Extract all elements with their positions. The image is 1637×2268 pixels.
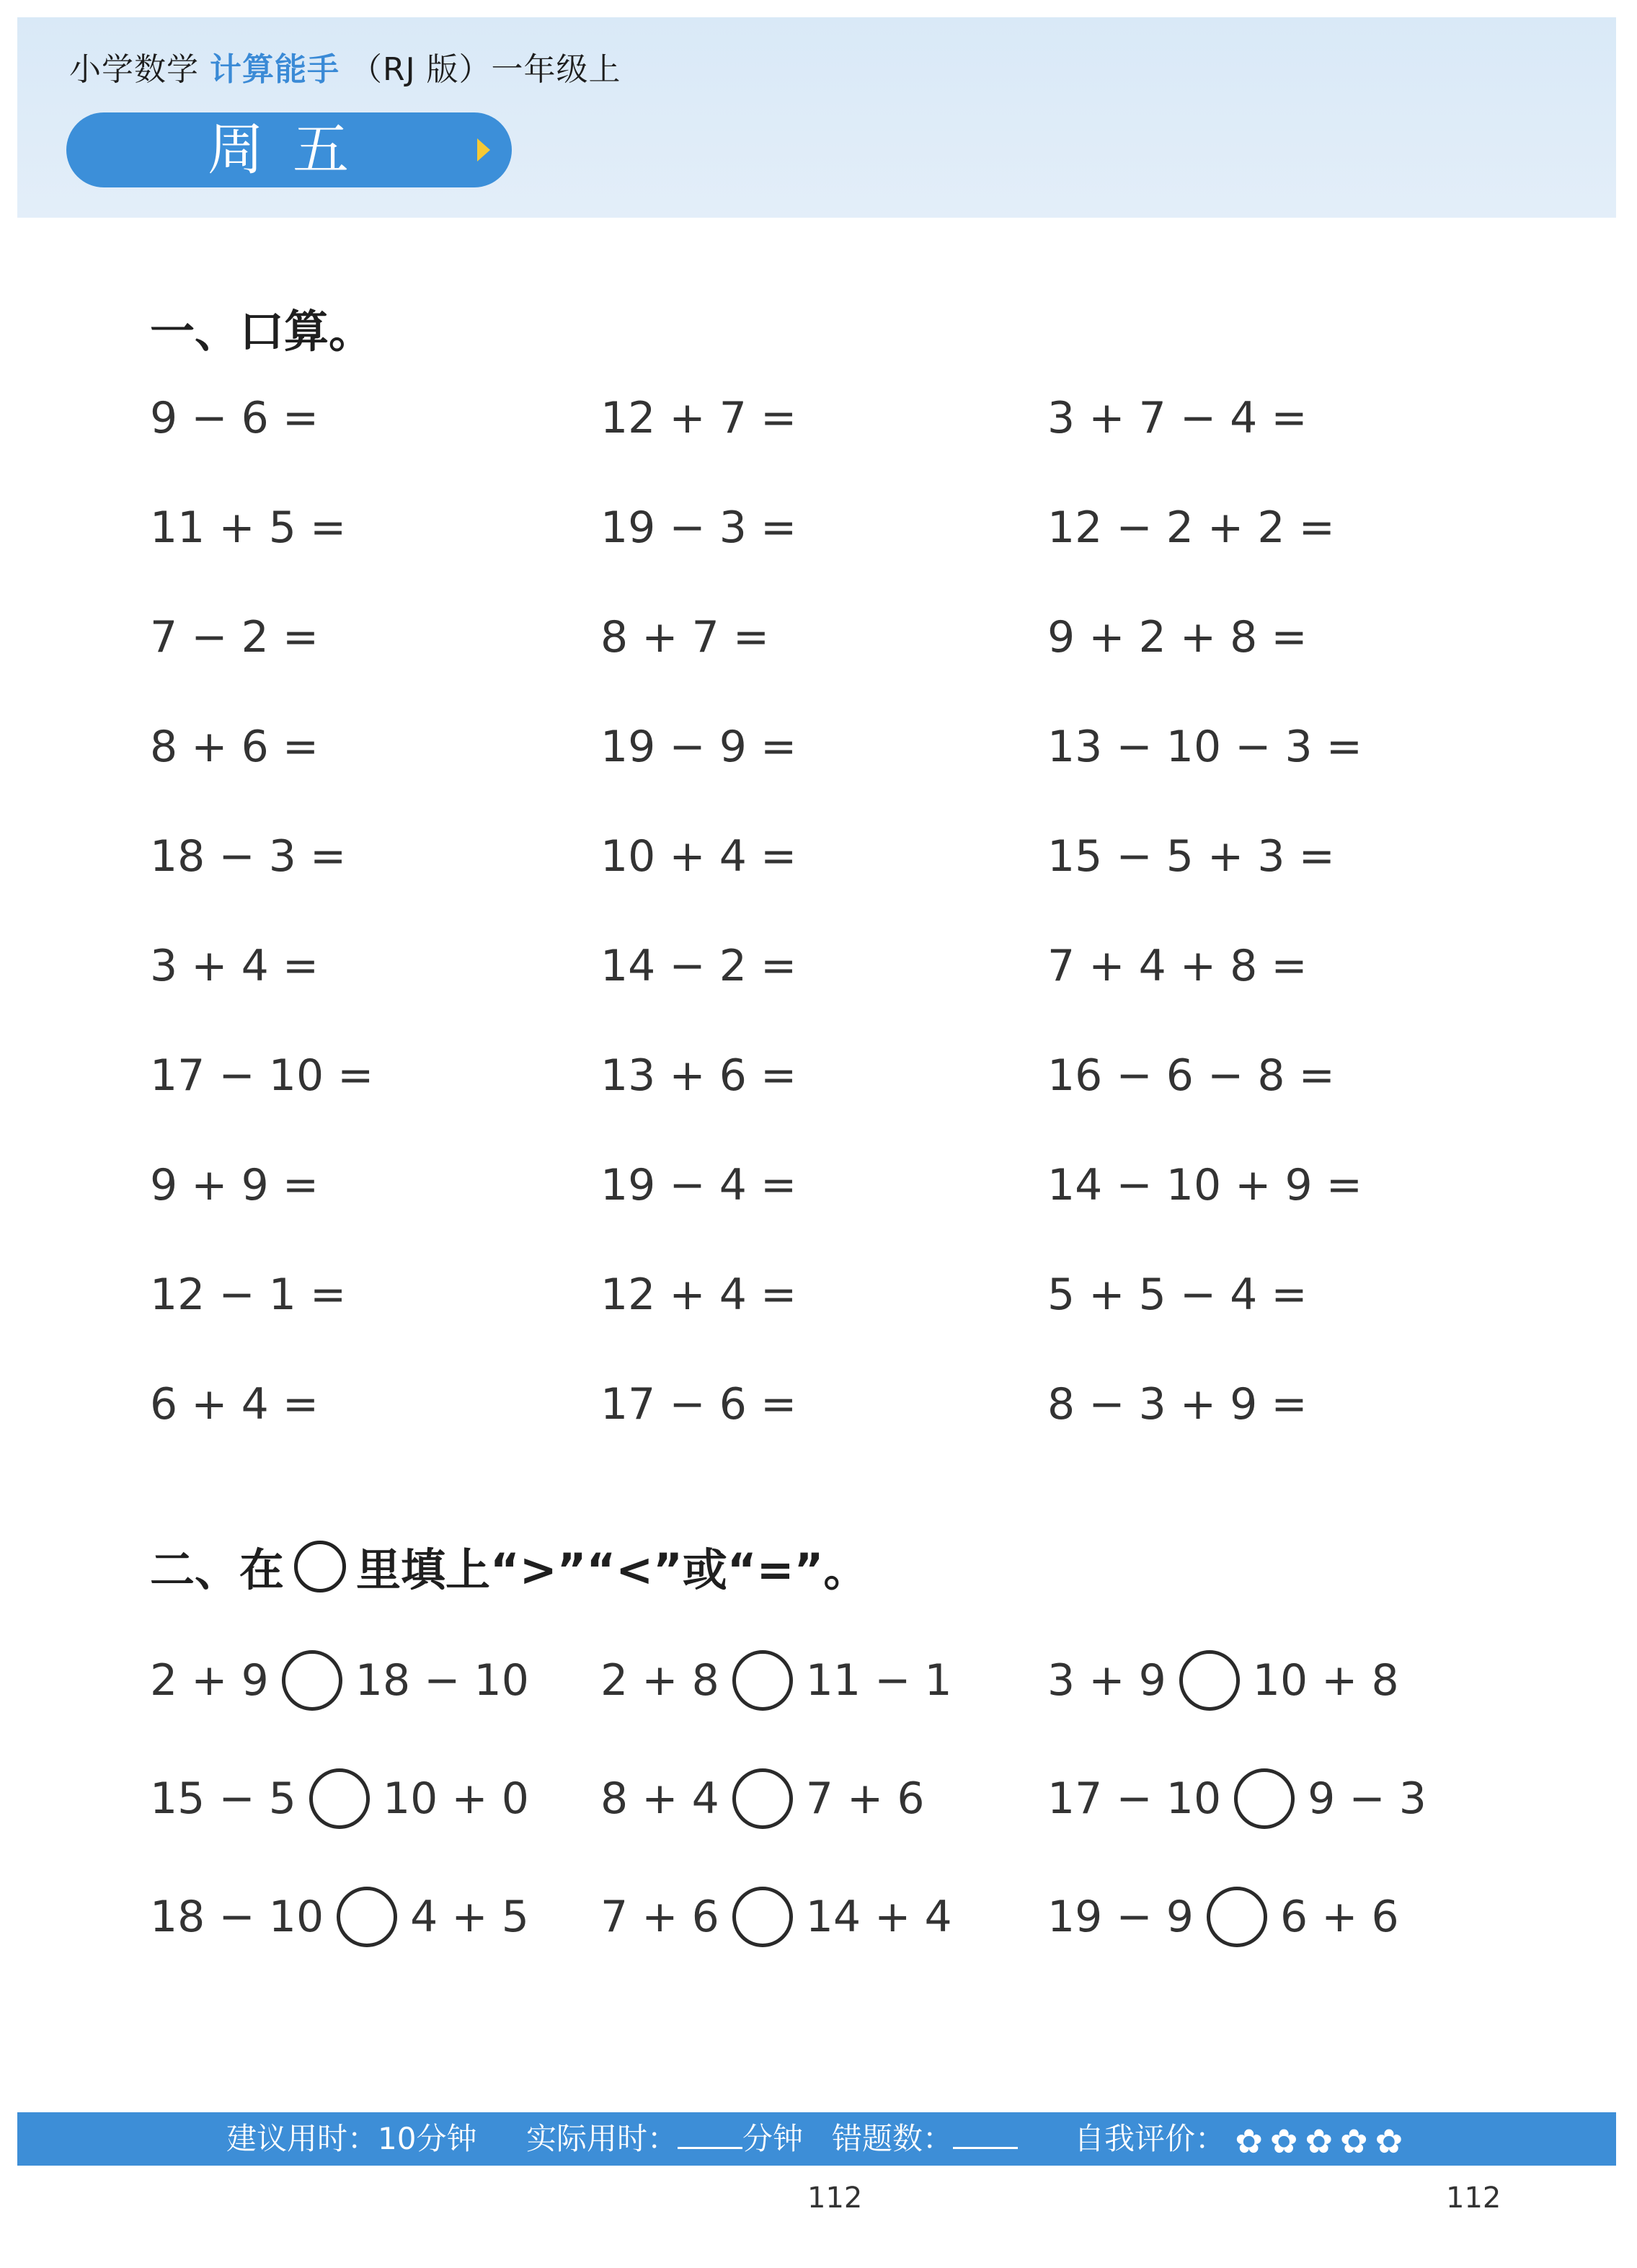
- table-row: [150, 718, 1520, 828]
- problem: 10 + 4 =: [600, 831, 797, 882]
- table-row: [150, 499, 1520, 608]
- right-expression: 10 + 8: [1252, 1655, 1399, 1706]
- series-title: [69, 43, 621, 89]
- problem: 12 + 4 =: [600, 1270, 797, 1320]
- problem: 12 + 7 =: [600, 393, 797, 443]
- right-expression: 9 − 3: [1308, 1773, 1427, 1824]
- answer-circle[interactable]: [337, 1887, 397, 1947]
- arrow-right-icon: [477, 138, 490, 161]
- table-row: [150, 828, 1520, 937]
- answer-circle[interactable]: [282, 1650, 342, 1711]
- table-row: [150, 389, 1520, 499]
- problem: 3 + 7 − 4 =: [1047, 393, 1308, 443]
- problem: 9 + 2 + 8 =: [1047, 612, 1308, 663]
- problem: 8 − 3 + 9 =: [1047, 1379, 1308, 1430]
- flower-icon[interactable]: ✿: [1375, 2121, 1403, 2161]
- problem: 8 + 6 =: [150, 722, 319, 772]
- comparison-grid: [150, 1648, 1520, 2003]
- series-brand: 计算能手: [210, 51, 340, 88]
- right-expression: 11 − 1: [805, 1655, 952, 1706]
- series-prefix: 小学数学: [69, 51, 199, 88]
- self-eval-label: 自我评价：: [1074, 2121, 1226, 2156]
- problem: 9 + 9 =: [150, 1160, 319, 1210]
- table-row: [150, 1047, 1520, 1156]
- day-label: 周五: [208, 118, 378, 182]
- problem: 19 − 4 =: [600, 1160, 797, 1210]
- problem: 3 + 4 =: [150, 941, 319, 991]
- comparison-item: [1047, 1648, 1498, 1713]
- problem: 18 − 3 =: [150, 831, 347, 882]
- problem: 12 − 1 =: [150, 1270, 347, 1320]
- comparison-item: [150, 1648, 600, 1713]
- problem: 13 + 6 =: [600, 1050, 797, 1101]
- table-row: [150, 1156, 1520, 1266]
- circle-icon: [294, 1541, 346, 1593]
- problem: 14 − 10 + 9 =: [1047, 1160, 1363, 1210]
- section-2-title-prefix: 二、在: [150, 1543, 285, 1596]
- problem: 6 + 4 =: [150, 1379, 319, 1430]
- rating-stars: [1235, 2123, 1403, 2159]
- problem: 12 − 2 + 2 =: [1047, 502, 1335, 553]
- flower-icon[interactable]: ✿: [1269, 2121, 1298, 2161]
- right-expression: 4 + 5: [410, 1892, 529, 1942]
- errors-label: 错题数：: [832, 2121, 954, 2156]
- self-evaluation: [1074, 2121, 1403, 2159]
- problem: 5 + 5 − 4 =: [1047, 1270, 1308, 1320]
- flower-icon[interactable]: ✿: [1340, 2121, 1368, 2161]
- answer-circle[interactable]: [1179, 1650, 1240, 1711]
- problem: 17 − 10 =: [150, 1050, 374, 1101]
- left-expression: 3 + 9: [1047, 1655, 1166, 1706]
- answer-circle[interactable]: [732, 1887, 793, 1947]
- series-suffix: （RJ 版）一年级上: [350, 51, 621, 88]
- actual-time-label: 实际用时：: [526, 2121, 678, 2156]
- left-expression: 17 − 10: [1047, 1773, 1222, 1824]
- answer-circle[interactable]: [309, 1768, 370, 1829]
- comparison-item: [1047, 1766, 1498, 1831]
- right-expression: 18 − 10: [355, 1655, 529, 1706]
- page-number-right: 112: [1446, 2181, 1501, 2215]
- table-row: [150, 1648, 1520, 1766]
- suggested-time: 建议用时：10分钟: [226, 2121, 477, 2156]
- problem: 16 − 6 − 8 =: [1047, 1050, 1335, 1101]
- left-expression: 2 + 8: [600, 1655, 719, 1706]
- right-expression: 7 + 6: [805, 1773, 925, 1824]
- comparison-item: [150, 1884, 600, 1949]
- comparison-item: [600, 1884, 1047, 1949]
- footer-bar: [17, 2112, 1616, 2166]
- actual-time: [526, 2121, 803, 2157]
- errors-blank[interactable]: [953, 2122, 1018, 2149]
- left-expression: 18 − 10: [150, 1892, 324, 1942]
- table-row: [150, 1884, 1520, 2003]
- left-expression: 2 + 9: [150, 1655, 269, 1706]
- table-row: [150, 608, 1520, 718]
- right-expression: 14 + 4: [805, 1892, 952, 1942]
- table-row: [150, 1766, 1520, 1884]
- comparison-item: [150, 1766, 600, 1831]
- flower-icon[interactable]: ✿: [1305, 2121, 1334, 2161]
- page-number-center: 112: [807, 2181, 863, 2215]
- problem: 15 − 5 + 3 =: [1047, 831, 1335, 882]
- left-expression: 8 + 4: [600, 1773, 719, 1824]
- left-expression: 7 + 6: [600, 1892, 719, 1942]
- section-1-title: 一、口算。: [150, 305, 374, 358]
- left-expression: 19 − 9: [1047, 1892, 1194, 1942]
- problem: 7 + 4 + 8 =: [1047, 941, 1308, 991]
- problem: 14 − 2 =: [600, 941, 797, 991]
- actual-time-blank[interactable]: [678, 2122, 742, 2149]
- problem: 13 − 10 − 3 =: [1047, 722, 1363, 772]
- comparison-item: [600, 1648, 1047, 1713]
- problem: 17 − 6 =: [600, 1379, 797, 1430]
- answer-circle[interactable]: [1234, 1768, 1295, 1829]
- table-row: [150, 1376, 1520, 1485]
- right-expression: 6 + 6: [1279, 1892, 1399, 1942]
- day-banner: [66, 112, 512, 187]
- left-expression: 15 − 5: [150, 1773, 296, 1824]
- table-row: [150, 1266, 1520, 1376]
- problem: 7 − 2 =: [150, 612, 319, 663]
- answer-circle[interactable]: [1207, 1887, 1267, 1947]
- error-count: [832, 2121, 1018, 2157]
- problem: 9 − 6 =: [150, 393, 319, 443]
- problem: 8 + 7 =: [600, 612, 770, 663]
- problem: 11 + 5 =: [150, 502, 347, 553]
- actual-time-unit: 分钟: [742, 2121, 804, 2156]
- table-row: [150, 937, 1520, 1047]
- flower-icon[interactable]: ✿: [1235, 2121, 1263, 2161]
- right-expression: 10 + 0: [382, 1773, 529, 1824]
- problem: 19 − 9 =: [600, 722, 797, 772]
- comparison-item: [1047, 1884, 1498, 1949]
- section-2-title: [150, 1534, 868, 1598]
- answer-circle[interactable]: [732, 1650, 793, 1711]
- problem: 19 − 3 =: [600, 502, 797, 553]
- answer-circle[interactable]: [732, 1768, 793, 1829]
- mental-math-grid: [150, 389, 1520, 1485]
- section-2-title-suffix: 里填上“>”“<”或“=”。: [356, 1543, 869, 1596]
- comparison-item: [600, 1766, 1047, 1831]
